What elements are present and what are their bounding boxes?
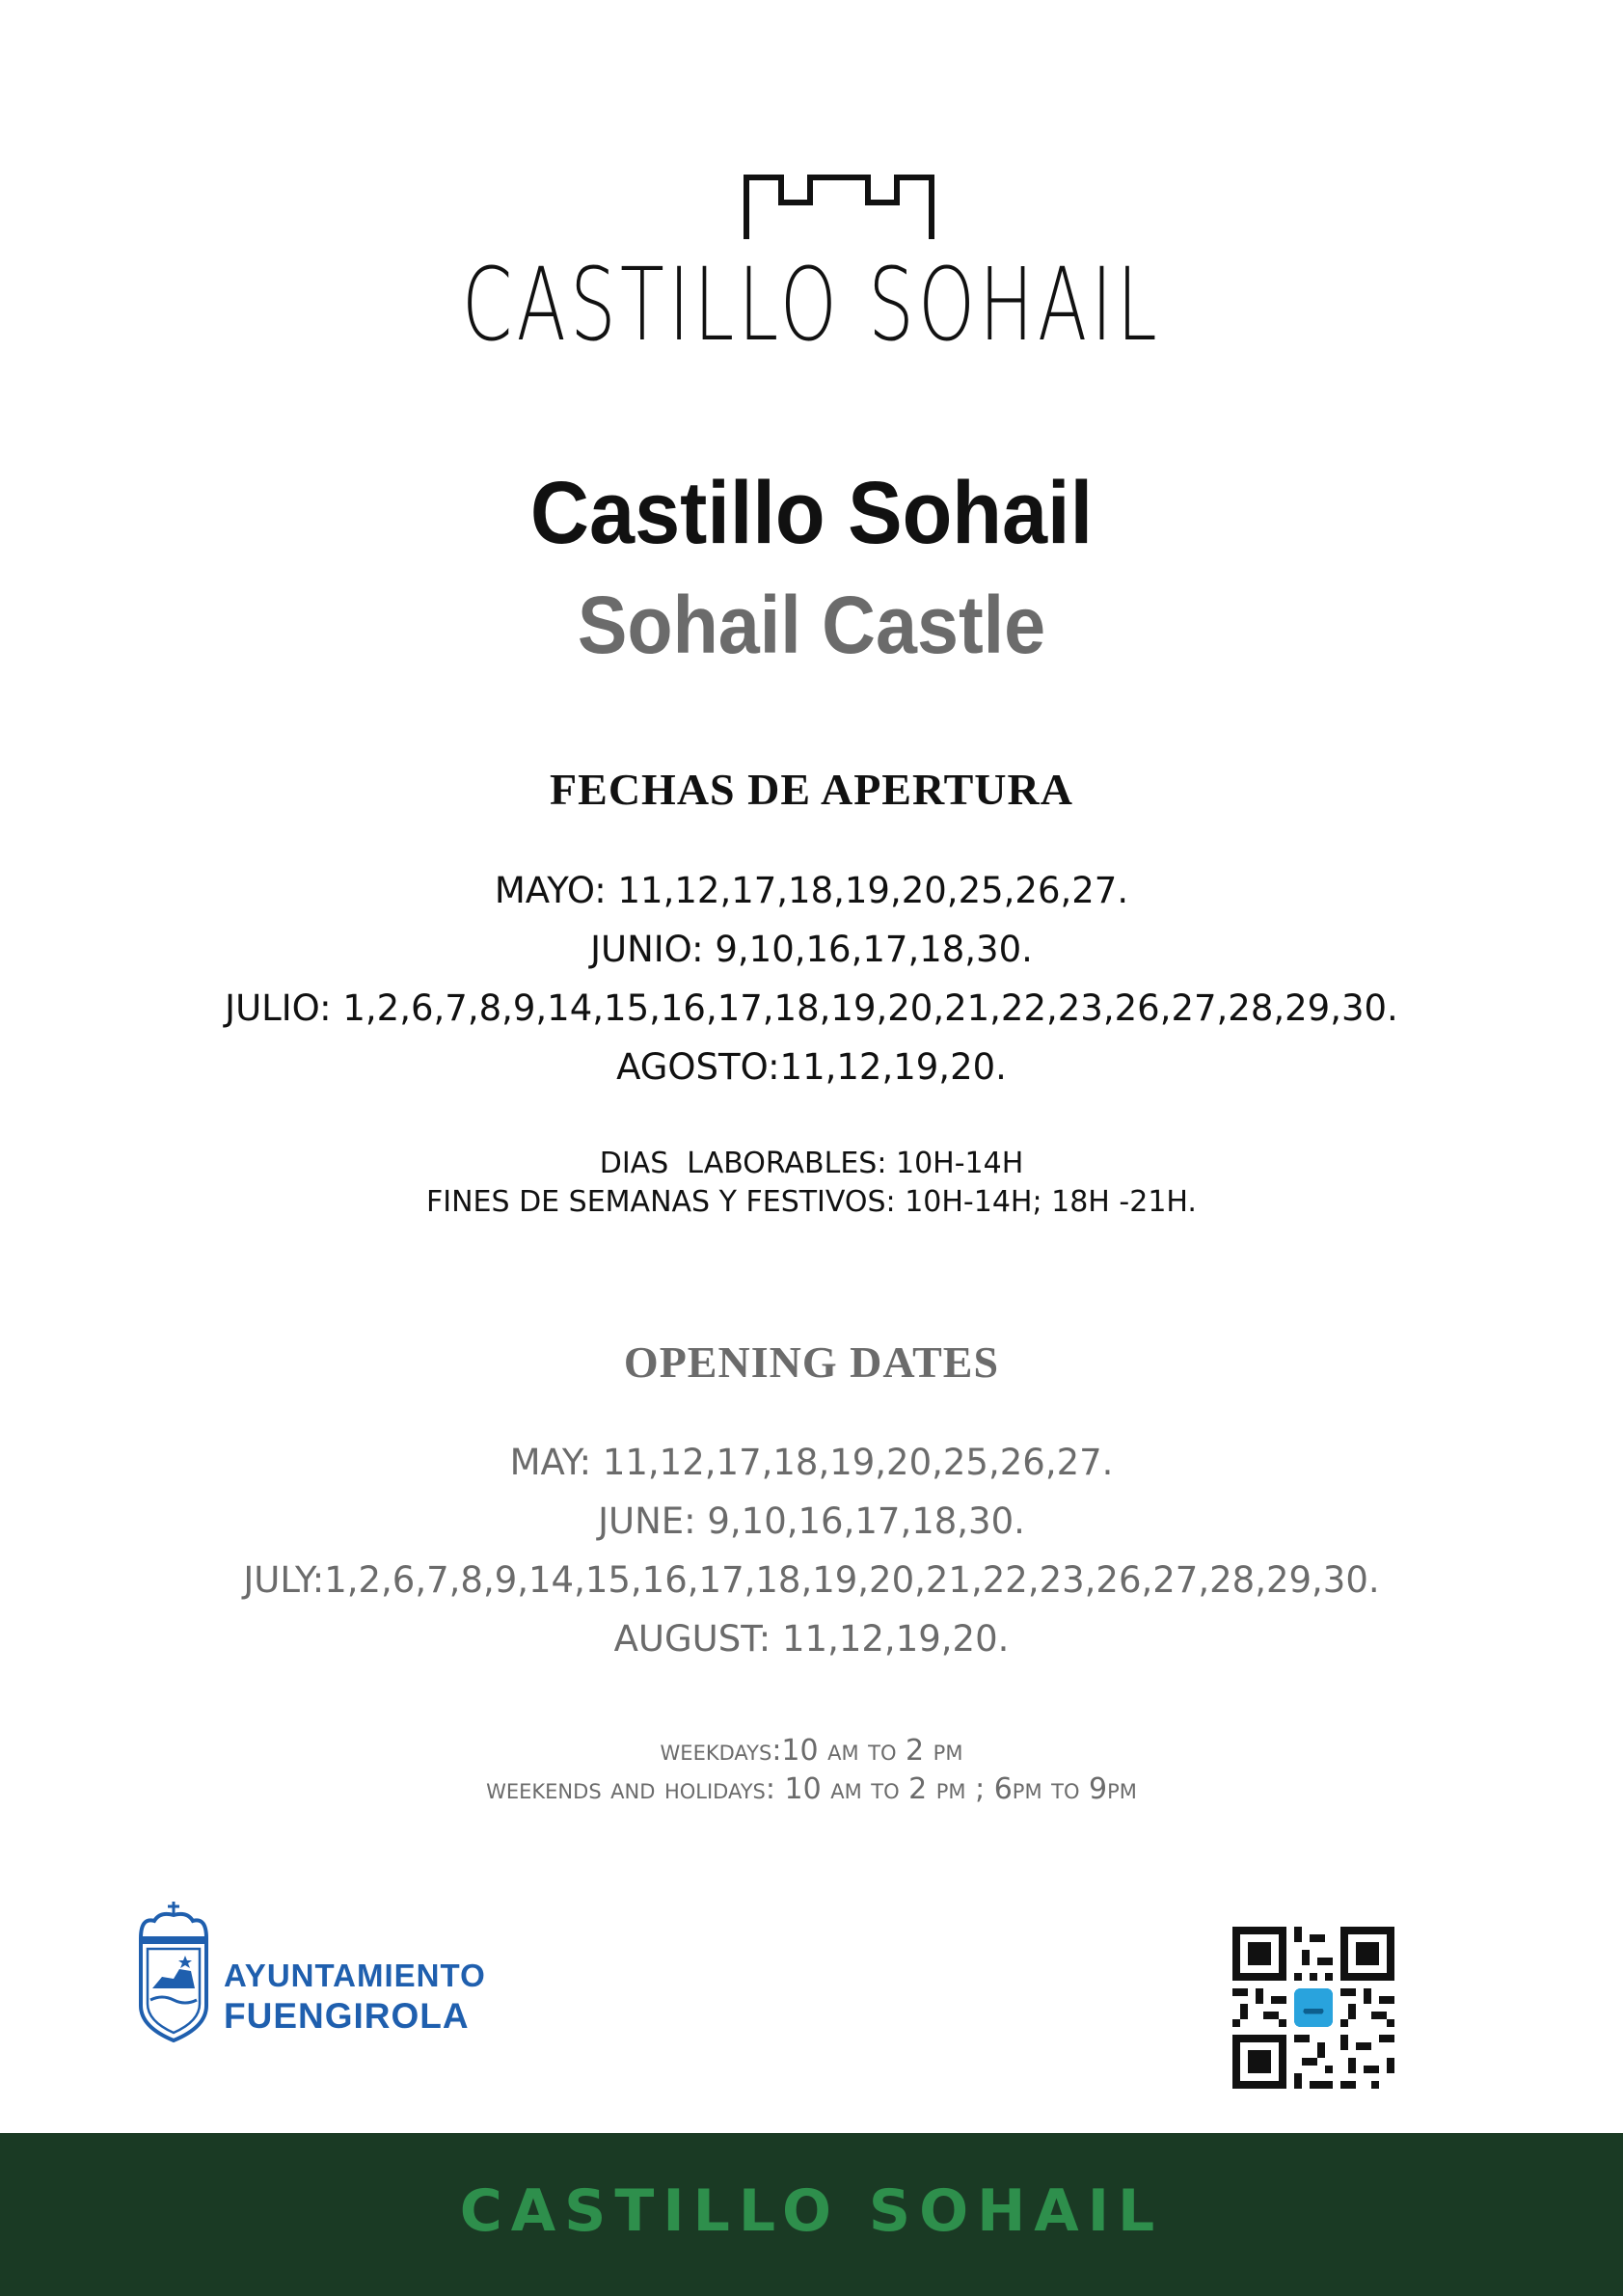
hours-weekends: weekends and holidays: 10 am to 2 pm ; 6pm to 9pm [486,1772,1137,1806]
spanish-hours [0,1145,1623,1222]
ayuntamiento-logo [135,1900,501,2044]
english-dates-list [0,1433,1623,1668]
footer-band [0,2133,1623,2296]
qr-code-icon [1232,1927,1394,2089]
hours-weekends: FINES DE SEMANAS Y FESTIVOS: 10H-14H; 18H -21H. [426,1185,1197,1219]
date-line-august: AGOSTO:11,12,19,20. [616,1046,1007,1088]
logo-wordmark: CASTILLO SOHAIL [462,246,1161,364]
spanish-dates-list [0,861,1623,1096]
english-dates-heading: OPENING DATES [623,1337,1000,1387]
date-line-june: JUNIO: 9,10,16,17,18,30. [590,929,1033,970]
date-line-may: MAYO: 11,12,17,18,19,20,25,26,27. [494,870,1129,911]
hours-weekdays: weekdays:10 am to 2 pm [660,1734,963,1768]
date-line-june: JUNE: 9,10,16,17,18,30. [598,1500,1025,1542]
hours-weekdays: DIAS LABORABLES: 10H-14H [599,1147,1024,1180]
date-line-august: AUGUST: 11,12,19,20. [613,1618,1010,1660]
page-title: Castillo Sohail [529,464,1094,562]
page-subtitle: Sohail Castle [577,580,1046,670]
castle-battlement-icon [743,174,935,241]
date-line-july: JULIO: 1,2,6,7,8,9,14,15,16,17,18,19,20,21,22,23,26,27,28,29,30. [225,987,1398,1029]
coat-of-arms-icon [135,1900,212,2044]
date-line-may: MAY: 11,12,17,18,19,20,25,26,27. [509,1442,1114,1483]
footer-title: CASTILLO SOHAIL [459,2177,1164,2245]
fuengirola-label: FUENGIROLA [224,1996,470,2036]
date-line-july: JULY:1,2,6,7,8,9,14,15,16,17,18,19,20,21,22,23,26,27,28,29,30. [243,1559,1380,1601]
english-hours [0,1732,1623,1809]
ayuntamiento-label: AYUNTAMIENTO [224,1958,486,1993]
spanish-dates-heading: FECHAS DE APERTURA [550,765,1073,814]
